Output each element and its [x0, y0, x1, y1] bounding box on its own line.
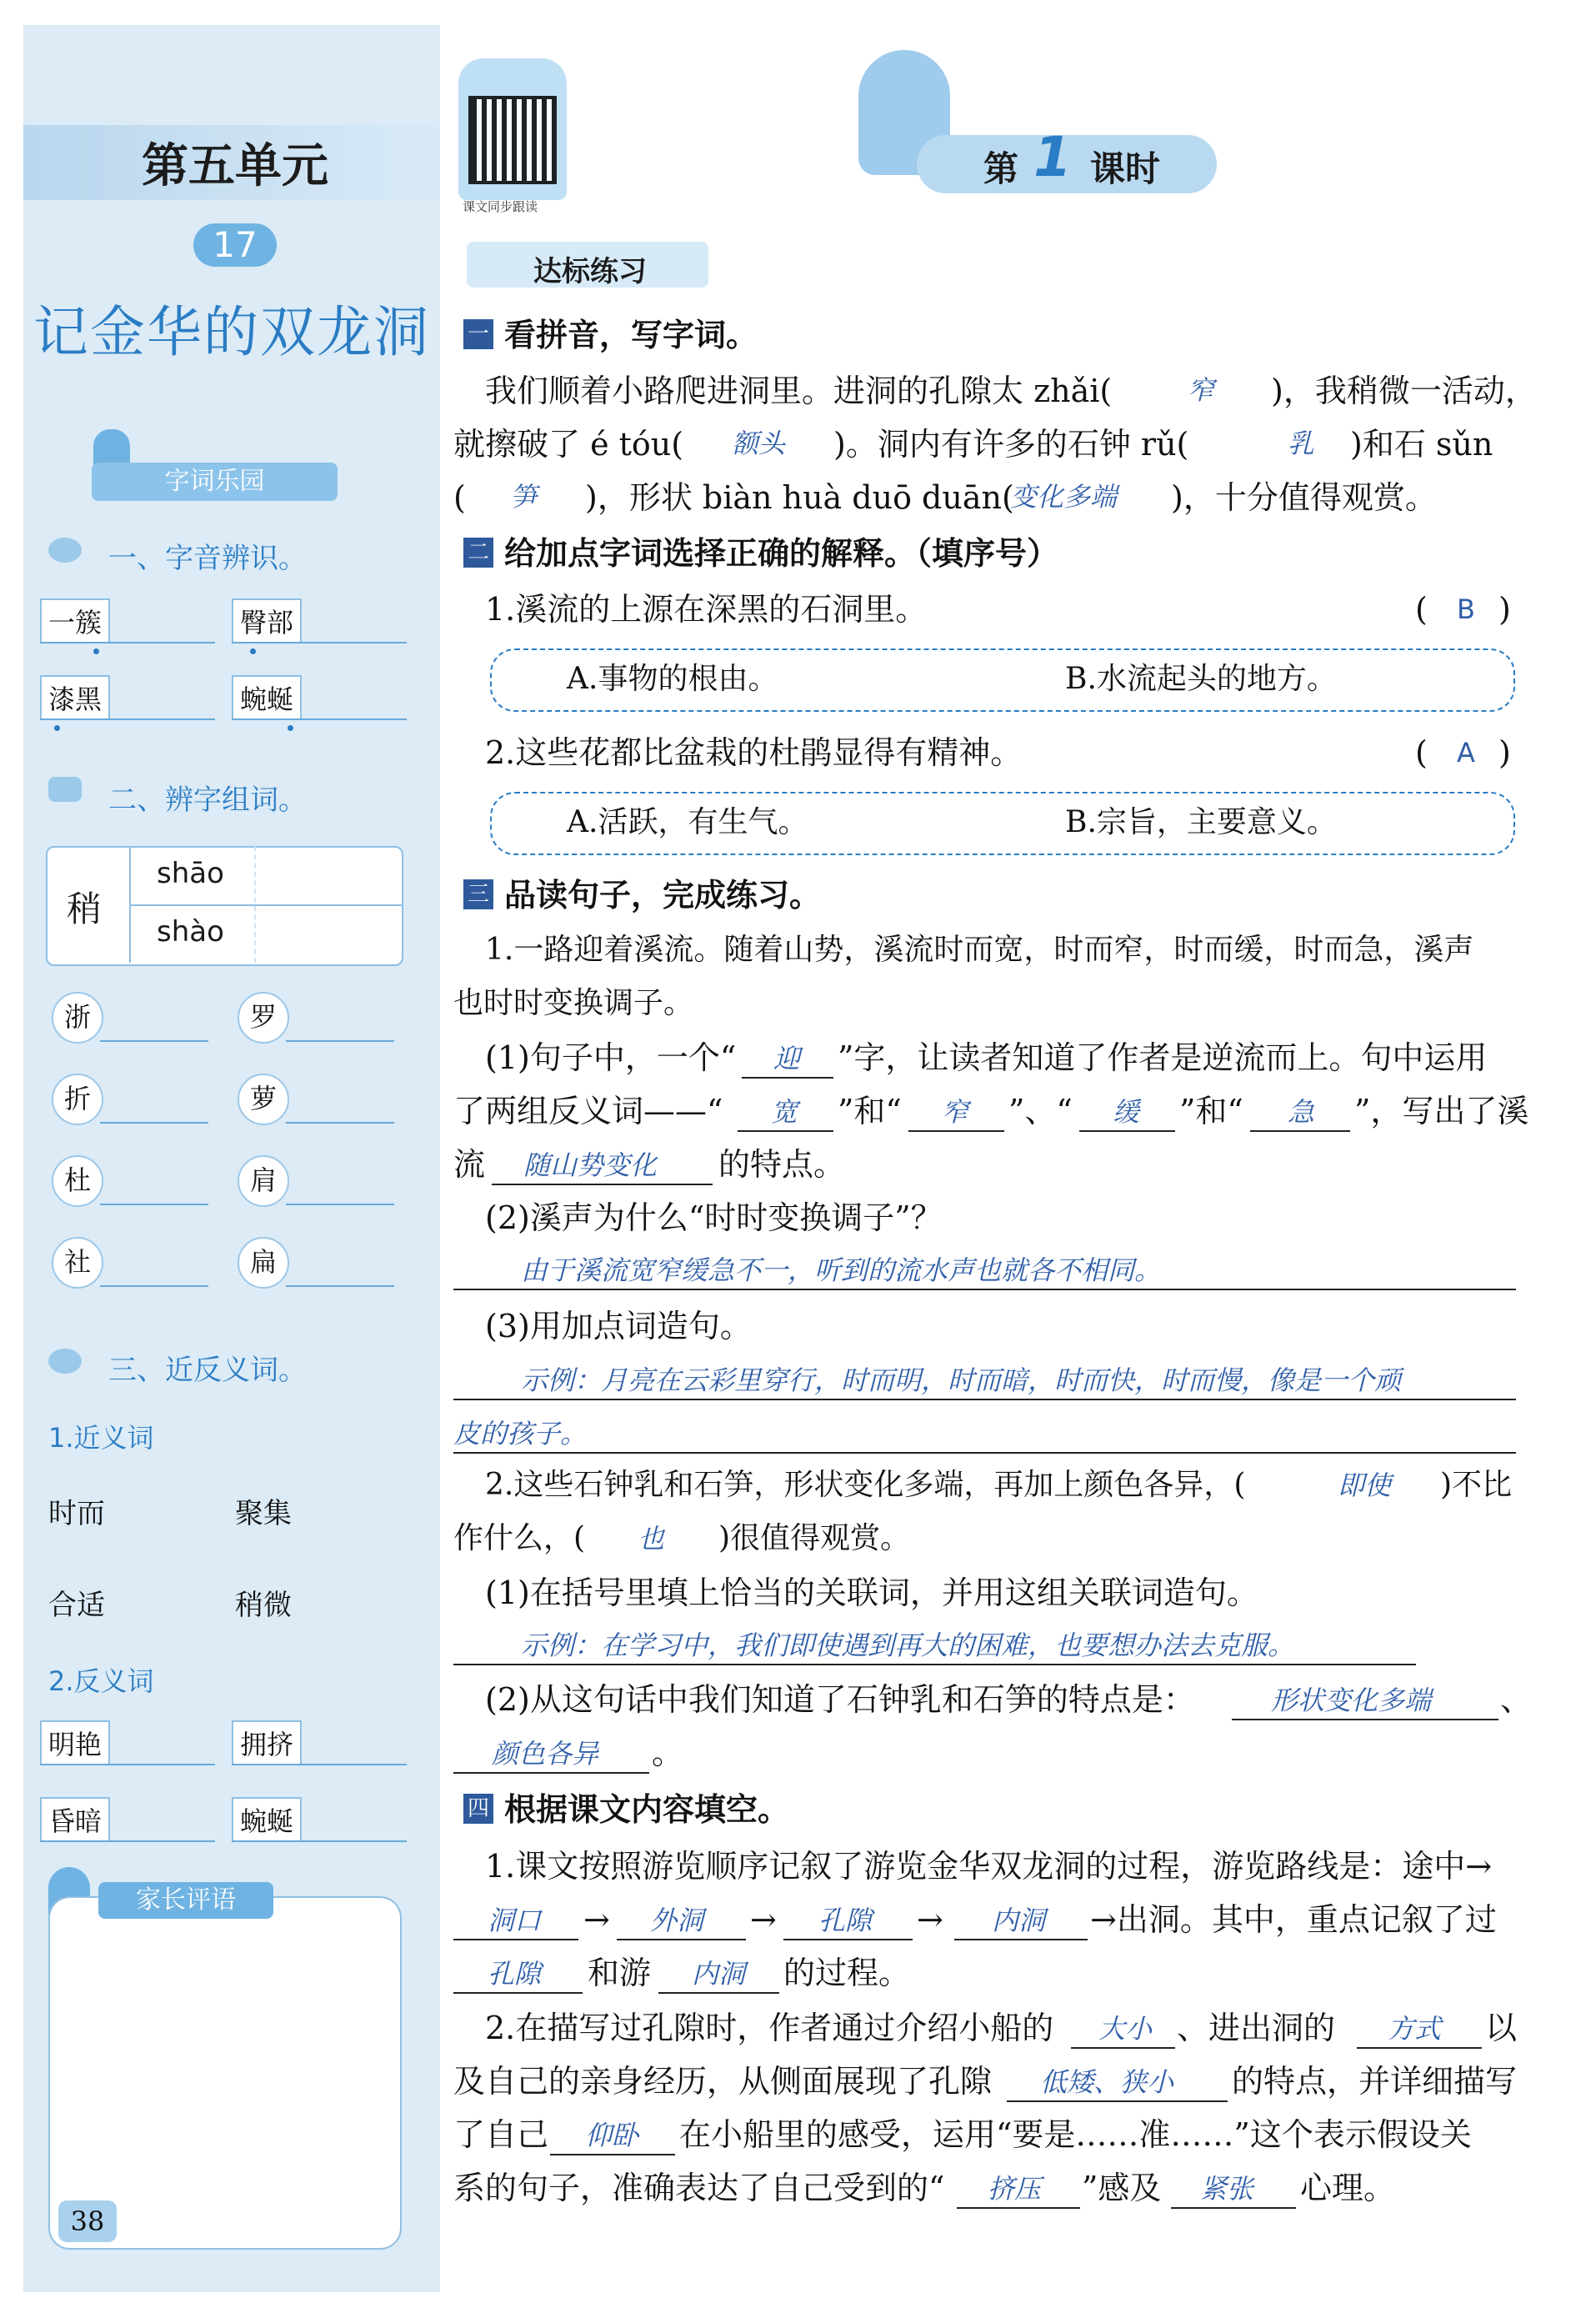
answer: 皮的孩子。 [453, 1418, 588, 1449]
antonym-word: 蜿蜒 [232, 1797, 302, 1842]
text-line: 心理。 [1300, 2170, 1396, 2206]
answer-line[interactable] [286, 1285, 394, 1287]
sheep-icon [48, 1349, 82, 1374]
char-circle: 扁 [238, 1237, 289, 1289]
answer: 挤压 [988, 2173, 1042, 2205]
word-item: 臀部 [232, 598, 302, 643]
answer-line[interactable] [908, 1130, 1004, 1132]
option-b[interactable]: B.水流起头的地方。 [1065, 662, 1337, 696]
text-line: ( [453, 479, 466, 516]
text-line: 在小船里的感受，运用“要是……准……”这个表示假设关 [679, 2116, 1472, 2153]
section-1-title: 一、字音辨识。 [108, 542, 307, 575]
pinyin-table-row-divider [129, 904, 402, 906]
text-line: ”字，让读者知道了作者是逆流而上。句中运用 [838, 1039, 1488, 1076]
text-line: 1.一路迎着溪流。随着山势，溪流时而宽，时而窄，时而缓，时而急，溪声 [485, 933, 1474, 967]
synonym-label: 1.近义词 [48, 1422, 154, 1454]
answer-line[interactable] [100, 1122, 208, 1124]
text-line: 1.课文按照游览顺序记叙了游览金华双龙洞的过程，游览路线是：途中→ [485, 1848, 1493, 1885]
text-line: ”和“ [838, 1093, 902, 1129]
answer-line[interactable] [1071, 2047, 1175, 2049]
text-line: →出洞。其中，重点记叙了过 [1090, 1901, 1497, 1938]
paren-close: ) [1498, 591, 1511, 628]
text-line: 、 [1500, 1681, 1533, 1718]
question: 2.这些花都比盆栽的杜鹃显得有精神。 [485, 734, 1023, 771]
answer-line[interactable] [286, 1040, 394, 1042]
answer: 急 [1288, 1096, 1315, 1128]
answer: 洞口 [488, 1905, 542, 1936]
arrow: → [917, 1901, 943, 1938]
cat-small-icon [48, 777, 82, 802]
section-number: 四 [463, 1794, 493, 1824]
answer: 紧张 [1200, 2173, 1254, 2205]
section-title: 根据课文内容填空。 [504, 1791, 790, 1828]
answer-line[interactable] [658, 1992, 779, 1994]
answer: 窄 [942, 1096, 969, 1128]
emphasis-dot [93, 648, 99, 654]
char-circle: 罗 [238, 992, 289, 1044]
text-line: ”和“ [1179, 1093, 1243, 1129]
answer-line[interactable] [453, 1399, 1516, 1400]
char-circle: 浙 [52, 992, 103, 1044]
section-number: 二 [463, 538, 493, 568]
answer-line[interactable] [453, 1664, 1416, 1665]
char-circle: 萝 [238, 1074, 289, 1125]
answer: 随山势变化 [523, 1149, 658, 1181]
answer: 外洞 [650, 1905, 704, 1936]
text-line: ”，写出了溪 [1354, 1093, 1529, 1129]
answer-line[interactable] [1007, 2100, 1228, 2102]
emphasis-dot [288, 725, 293, 731]
answer: A [1457, 737, 1475, 768]
text-line: ”感及 [1082, 2170, 1162, 2206]
synonym-word: 合适 [48, 1589, 105, 1622]
answer: 示例：月亮在云彩里穿行，时而明，时而暗，时而快，时而慢，像是一个顽 [521, 1364, 1402, 1396]
answer-line[interactable] [40, 1764, 215, 1765]
answer-line[interactable] [550, 2154, 675, 2155]
antonym-word: 拥挤 [232, 1720, 302, 1765]
answer: 孔隙 [488, 1958, 542, 1990]
parent-comment-box[interactable] [48, 1896, 402, 2250]
lesson-number-badge: 17 [193, 223, 277, 267]
paren-open: ( [1415, 591, 1428, 628]
answer: 窄 [1188, 374, 1215, 406]
synonym-word: 时而 [48, 1497, 105, 1530]
text-line: ”、“ [1008, 1093, 1073, 1129]
unit-title: 第五单元 [142, 138, 328, 193]
answer: 方式 [1388, 2013, 1442, 2045]
lesson-badge-num: 1 [1033, 125, 1072, 189]
text-line: 系的句子，准确表达了自己受到的“ [453, 2170, 945, 2206]
text-line: 和游 [588, 1955, 652, 1991]
char-circle: 肩 [238, 1155, 289, 1207]
option-b[interactable]: B.宗旨，主要意义。 [1065, 805, 1337, 839]
answer: 形状变化多端 [1271, 1685, 1432, 1716]
lesson-badge-prefix: 第 [983, 148, 1019, 189]
answer-line[interactable] [1171, 2207, 1296, 2209]
text-line: 2.这些石钟乳和石笋，形状变化多端，再加上颜色各异，( [485, 1468, 1246, 1502]
option-a[interactable]: A.活跃，有生气。 [567, 805, 808, 839]
answer-line[interactable] [100, 1285, 208, 1287]
page-number: 38 [58, 2200, 117, 2242]
answer-line[interactable] [738, 1130, 833, 1132]
emphasis-dot [250, 648, 256, 654]
text-line: 的过程。 [783, 1955, 911, 1991]
answer-line[interactable] [453, 1939, 578, 1940]
text-line: 。 [652, 1735, 684, 1771]
answer-line[interactable] [40, 642, 215, 643]
antonym-word: 明艳 [40, 1720, 110, 1765]
text-line: )不比 [1440, 1468, 1513, 1502]
answer-line[interactable] [453, 1452, 1516, 1454]
text-line: )，十分值得观赏。 [1171, 479, 1437, 516]
text-line: 了两组反义词——“ [453, 1093, 723, 1129]
answer: 内洞 [992, 1905, 1046, 1936]
char-circle: 社 [52, 1237, 103, 1289]
text-line: 、进出洞的 [1177, 2010, 1336, 2046]
answer-line[interactable] [40, 718, 215, 720]
answer: 即使 [1338, 1469, 1392, 1501]
answer-line[interactable] [232, 718, 407, 720]
big-char: 稍 [67, 889, 103, 929]
synonym-word: 稍微 [235, 1589, 292, 1622]
text-line: 以 [1485, 2010, 1518, 2046]
text-line: )和石 sǔn [1350, 426, 1493, 463]
option-a[interactable]: A.事物的根由。 [567, 662, 778, 696]
answer-line[interactable] [1079, 1130, 1175, 1132]
antonym-word: 昏暗 [40, 1797, 110, 1842]
section-title: 品读句子，完成练习。 [504, 877, 822, 914]
answer-line[interactable] [1357, 2047, 1482, 2049]
answer-line[interactable] [954, 1939, 1088, 1940]
answer-line[interactable] [453, 1289, 1516, 1290]
lesson-title: 记金华的双龙洞 [33, 300, 430, 364]
parent-comment-label: 家长评语 [98, 1882, 273, 1919]
section-title: 看拼音，写字词。 [504, 317, 758, 353]
section-number: 三 [463, 879, 493, 909]
text-line: )，形状 biàn huà duō duān( [585, 479, 1014, 516]
answer-line[interactable] [453, 1992, 583, 1994]
answer: 孔隙 [818, 1905, 873, 1936]
answer-line[interactable] [783, 1939, 913, 1940]
paren-close: ) [1498, 734, 1511, 771]
lesson-badge-suffix: 课时 [1090, 148, 1161, 189]
text-line: 的特点。 [718, 1146, 846, 1183]
arrow: → [750, 1901, 777, 1938]
answer-line[interactable] [232, 642, 407, 643]
qr-caption: 课文同步跟读 [463, 199, 538, 214]
answer-line[interactable] [742, 1077, 833, 1079]
text-line: 2.在描写过孔隙时，作者通过介绍小船的 [485, 2010, 1054, 2046]
answer-line[interactable] [286, 1122, 394, 1124]
antonym-label: 2.反义词 [48, 1665, 154, 1697]
text-line: (1)在括号里填上恰当的关联词，并用这组关联词造句。 [485, 1575, 1258, 1611]
answer: 宽 [771, 1096, 798, 1128]
section-number: 一 [463, 319, 493, 349]
answer-line[interactable] [232, 1840, 407, 1842]
word-item: 漆黑 [40, 675, 110, 720]
answer-line[interactable] [286, 1204, 394, 1205]
answer: 仰卧 [585, 2120, 639, 2151]
emphasis-dot [54, 725, 60, 731]
char-circle: 杜 [52, 1155, 103, 1207]
pinyin-table-col2 [254, 846, 256, 963]
answer-line[interactable] [232, 1764, 407, 1765]
text-line: 也时时变换调子。 [453, 986, 694, 1020]
word-garden-label: 字词乐园 [92, 463, 338, 501]
answer-line[interactable] [617, 1939, 746, 1940]
answer: 示例：在学习中，我们即使遇到再大的困难，也要想办法去克服。 [521, 1630, 1295, 1661]
answer-line[interactable] [100, 1204, 208, 1205]
text-line: 我们顺着小路爬进洞里。进洞的孔隙太 zhǎi( [485, 373, 1113, 409]
section-title: 给加点字词选择正确的解释。（填序号） [504, 535, 1059, 572]
text-line: )很值得观赏。 [718, 1521, 911, 1555]
word-item: 一簇 [40, 598, 110, 643]
text-line: 作什么，( [453, 1521, 586, 1555]
text-line: 就擦破了 é tóu( [453, 426, 684, 463]
practice-label: 达标练习 [533, 255, 647, 288]
pinyin-2: shào [157, 915, 224, 949]
word-item: 蜿蜒 [232, 675, 302, 720]
answer-line[interactable] [453, 1772, 649, 1774]
answer: 颜色各异 [492, 1738, 599, 1770]
text-line: 的特点，并详细描写 [1232, 2063, 1518, 2100]
answer: 低矮、狭小 [1040, 2066, 1174, 2098]
text-line: (2)溪声为什么“时时变换调子”？ [485, 1199, 943, 1236]
paren-open: ( [1415, 734, 1428, 771]
answer-line[interactable] [1250, 1130, 1350, 1132]
question: 1.溪流的上源在深黑的石洞里。 [485, 591, 928, 628]
qr-code-icon[interactable] [468, 96, 557, 184]
answer-line[interactable] [492, 1184, 713, 1185]
text-line: (1)句子中，一个“ [485, 1039, 737, 1076]
text-line: 了自己 [453, 2116, 549, 2153]
answer-line[interactable] [1232, 1719, 1498, 1720]
answer: B [1457, 593, 1475, 625]
answer-line[interactable] [40, 1840, 215, 1842]
answer-line[interactable] [100, 1040, 208, 1042]
text-line: )，我稍微一活动， [1271, 373, 1537, 409]
answer: 额头 [732, 428, 786, 459]
answer: 迎 [773, 1043, 801, 1074]
answer: 内洞 [692, 1958, 746, 1990]
snail-icon [48, 538, 82, 563]
arrow: → [583, 1901, 610, 1938]
synonym-word: 聚集 [235, 1497, 292, 1530]
answer: 笋 [510, 481, 538, 513]
text-line: )。洞内有许多的石钟 rǔ( [833, 426, 1189, 463]
answer: 大小 [1098, 2013, 1153, 2045]
text-line: (2)从这句话中我们知道了石钟乳和石笋的特点是： [485, 1681, 1195, 1718]
answer: 由于溪流宽窄缓急不一，听到的流水声也就各不相同。 [521, 1254, 1162, 1286]
text-line: 流 [453, 1146, 486, 1183]
answer: 乳 [1288, 428, 1315, 459]
section-3-title: 三、近反义词。 [108, 1354, 307, 1387]
answer-line[interactable] [957, 2207, 1080, 2209]
char-circle: 折 [52, 1074, 103, 1125]
text-line: 及自己的亲身经历，从侧面展现了孔隙 [453, 2063, 993, 2100]
answer: 缓 [1113, 1096, 1140, 1128]
answer: 变化多端 [1010, 481, 1118, 513]
answer: 也 [638, 1523, 665, 1555]
section-2-title: 二、辨字组词。 [108, 784, 307, 817]
text-line: (3)用加点词造句。 [485, 1308, 752, 1344]
pinyin-1: shāo [157, 857, 224, 890]
